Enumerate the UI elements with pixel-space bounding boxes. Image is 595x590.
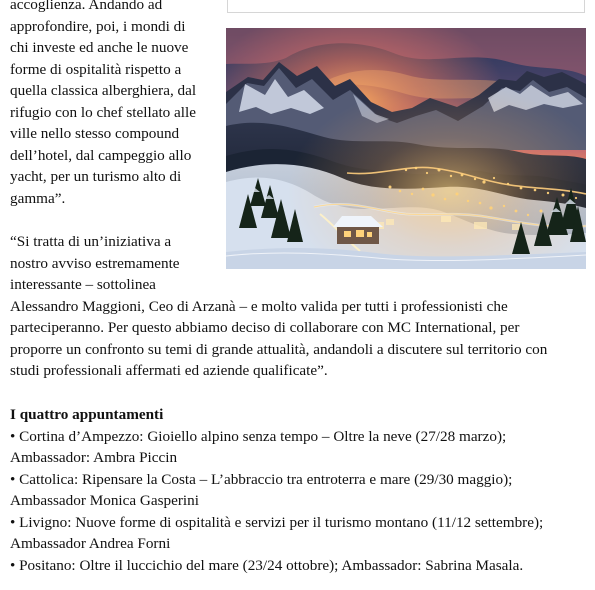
appointment-line: • Cortina d’Ampezzo: Gioiello alpino senza tempo – Oltre la neve (27/28 marzo); [10, 428, 507, 445]
text-line: ville nello stesso compound [10, 125, 180, 142]
text-line: rifugio con lo chef stellato alle [10, 104, 196, 121]
ambassador-line: Ambassador Monica Gasperini [10, 492, 199, 509]
ambassador-line: Ambassador: Ambra Piccin [10, 449, 178, 466]
text-line: Alessandro Maggioni, Ceo di Arzanà – e molto valida per tutti i professionisti che [10, 298, 508, 315]
text-line: approfondire, poi, i mondi di [10, 18, 186, 35]
mountain-village-photo [226, 28, 586, 269]
text-line: dell’hotel, dal campeggio allo [10, 147, 192, 164]
text-line: interessante – sottolinea [10, 276, 156, 293]
text-line: parteciperanno. Per questo abbiamo deciso di collaborare con MC International, per [10, 319, 520, 336]
text-line: studi professionali affermati ed aziende qualificate”. [10, 362, 328, 379]
text-line: quella classica alberghiera, dal [10, 82, 197, 99]
ambassador-line: Ambassador Andrea Forni [10, 535, 171, 552]
text-line: “Si tratta di un’iniziativa a [10, 233, 172, 250]
text-line: gamma”. [10, 190, 66, 207]
embedded-box-edge [227, 0, 585, 13]
section-heading: I quattro appuntamenti [10, 406, 164, 423]
text-line: yacht, per un turismo alto di [10, 168, 182, 185]
appointment-line: • Livigno: Nuove forme di ospitalità e servizi per il turismo montano (11/12 settembre); [10, 514, 544, 531]
text-line: chi investe ed anche le nuove [10, 39, 189, 56]
text-line: proporre un confronto su temi di grande attualità, andandoli a discutere sul territorio con [10, 341, 548, 358]
text-line: accoglienza. Andando ad [10, 0, 163, 13]
appointment-line: • Positano: Oltre il luccichio del mare (23/24 ottobre); Ambassador: Sabrina Masala. [10, 557, 524, 574]
photo-illustration [226, 28, 586, 269]
text-line: nostro avviso estremamente [10, 255, 180, 272]
appointment-line: • Cattolica: Ripensare la Costa – L’abbraccio tra entroterra e mare (29/30 maggio); [10, 471, 513, 488]
text-line: forme di ospitalità rispetto a [10, 61, 182, 78]
